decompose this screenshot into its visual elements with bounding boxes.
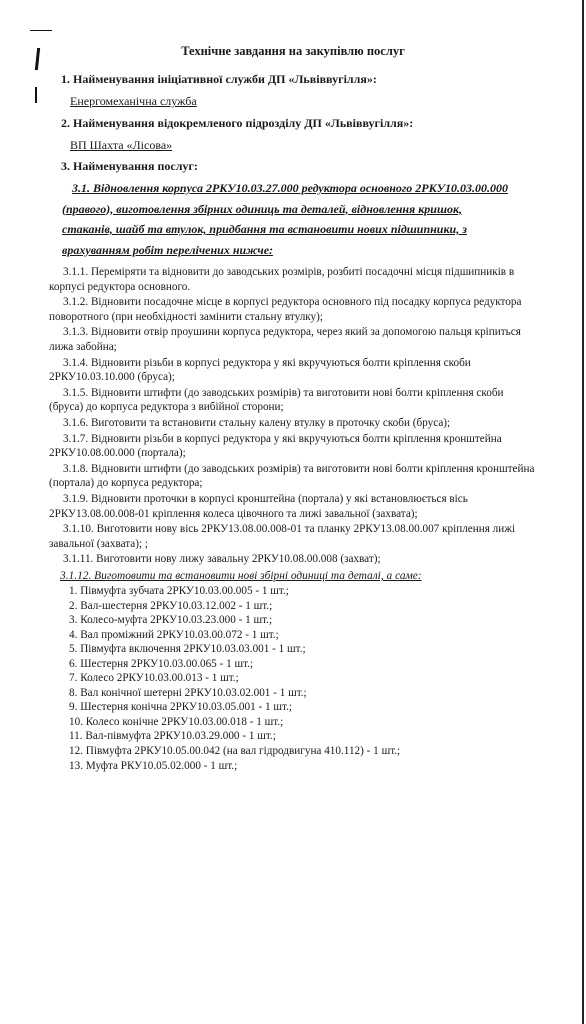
parts-subheading: 3.1.12. Виготовити та встановити нові збірні одиниці та деталі, а саме:: [60, 570, 422, 582]
document-title: Технічне завдання на закупівлю послуг: [181, 44, 405, 58]
list-item: 4. Вал проміжний 2РКУ10.03.00.072 - 1 шт.;: [69, 628, 279, 641]
work-items: [49, 265, 539, 568]
list-item: 1. Півмуфта зубчата 2РКУ10.03.00.005 - 1 шт.;: [69, 585, 289, 597]
service-line: стаканів, шайб та втулок, придбання та встановити нових підшипники, з: [62, 222, 467, 236]
service-line: 3.1. Відновлення корпуса 2РКУ10.03.27.000 редуктора основного 2РКУ10.03.00.000: [72, 181, 508, 195]
work-item: 3.1.8. Відновити штифти (до заводських розмірів) та виготовити нові болти кріплення кронштейна (портала) до корпуса редуктора;: [49, 462, 535, 490]
list-item: 7. Колесо 2РКУ10.03.00.013 - 1 шт.;: [69, 672, 239, 685]
service-line: врахуванням робіт перелічених нижче:: [62, 242, 274, 257]
list-item: 10. Колесо конічне 2РКУ10.03.00.018 - 1 шт.;: [69, 715, 284, 728]
work-item: 3.1.10. Виготовити нову вісь 2РКУ13.08.00.008-01 та планку 2РКУ13.08.00.007 кріплення лижі завальної (захвата); ;: [49, 523, 516, 550]
work-item: 3.1.9. Відновити проточки в корпусі кронштейна (портала) у які встановлюється вісь 2РКУ13.08.00.008-01 кріплення колеса цівочного та лижі завальної (захвата);: [49, 492, 468, 520]
work-item: 3.1.7. Відновити різьби в корпусі редуктора у які вкручуються болти кріплення кронштейна 2РКУ10.08.00.000 (портала);: [49, 432, 502, 460]
work-item: 3.1.4. Відновити різьби в корпусі редуктора у які вкручуються болти кріплення скоби 2РКУ10.03.10.000 (бруса);: [49, 356, 471, 384]
section-2-heading: 2. Найменування відокремленого підрозділу ДП «Львіввугілля»:: [61, 116, 414, 130]
work-item: 3.1.5. Відновити штифти (до заводських розмірів) та виготовити нові болти кріплення скоби (бруса) до корпуса редуктора з вибійної сторони;: [49, 386, 504, 414]
scan-edge-line: [582, 0, 584, 1024]
work-item: 3.1.2. Відновити посадочне місце в корпусі редуктора основного під посадку корпуса редуктора поворотного (при необхідності замінити стальну втулку);: [49, 296, 522, 323]
work-item: 3.1.6. Виготовити та встановити стальну калену втулку в проточку скоби (бруса);: [63, 416, 451, 429]
list-item: 11. Вал-півмуфта 2РКУ10.03.29.000 - 1 шт.;: [69, 730, 276, 743]
parts-list: [69, 584, 400, 773]
work-item: 3.1.3. Відновити отвір проушини корпуса редуктора, через який за допомогою пальця кріпиться лижа забойна;: [49, 326, 521, 353]
work-item: 3.1.11. Виготовити нову лижу завальну 2РКУ10.08.00.008 (захват);: [63, 553, 381, 566]
section-3-heading: 3. Найменування послуг:: [61, 159, 198, 173]
scan-mark: [30, 30, 52, 31]
work-item: 3.1.1. Переміряти та відновити до заводських розмірів, розбиті посадочні місця підшипників в корпусі редуктора основного.: [49, 266, 515, 293]
list-item: 5. Півмуфта включення 2РКУ10.03.03.001 - 1 шт.;: [69, 643, 306, 656]
section-1-heading: 1. Найменування ініціативної служби ДП «Львіввугілля»:: [61, 72, 377, 86]
list-item: 9. Шестерня конічна 2РКУ10.03.05.001 - 1 шт.;: [69, 701, 292, 714]
service-description: [62, 178, 532, 260]
list-item: 12. Півмуфта 2РКУ10.05.00.042 (на вал гідродвигуна 410.112) - 1 шт.;: [69, 745, 401, 758]
list-item: 13. Муфта РКУ10.05.02.000 - 1 шт.;: [69, 759, 238, 772]
scan-mark: [35, 87, 37, 103]
list-item: 2. Вал-шестерня 2РКУ10.03.12.002 - 1 шт.;: [69, 599, 273, 612]
section-1-value: Енергомеханічна служба: [70, 94, 197, 108]
list-item: 3. Колесо-муфта 2РКУ10.03.23.000 - 1 шт.;: [69, 614, 273, 627]
list-item: 8. Вал конічної шетерні 2РКУ10.03.02.001 - 1 шт.;: [69, 686, 307, 699]
section-2-value: ВП Шахта «Лісова»: [70, 138, 173, 152]
list-item: 6. Шестерня 2РКУ10.03.00.065 - 1 шт.;: [69, 657, 254, 670]
service-line: (правого), виготовлення збірних одиниць та деталей, відновлення кришок,: [62, 201, 463, 216]
